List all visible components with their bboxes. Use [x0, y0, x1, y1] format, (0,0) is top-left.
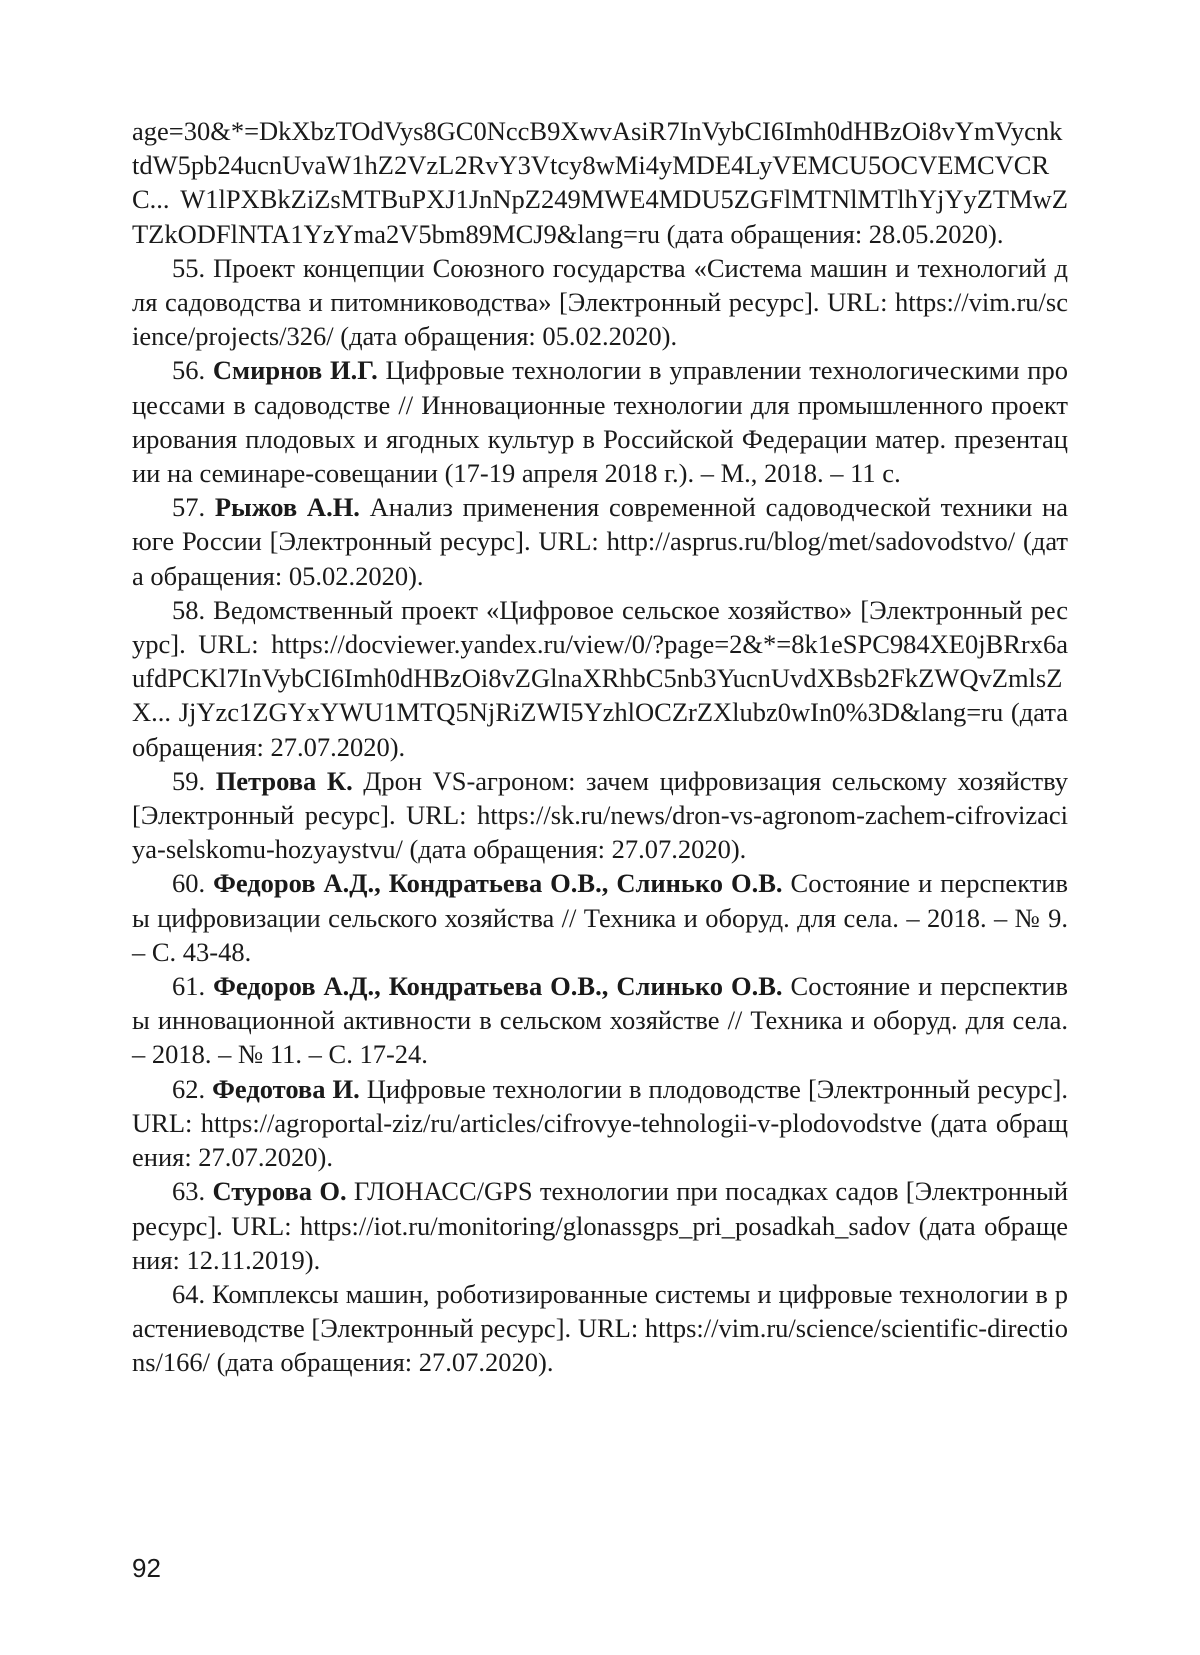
- reference-59: [132, 764, 1068, 867]
- reference-list: [132, 114, 1068, 1380]
- reference-text: Цифровые технологии в управлении технологическими процессами в садоводстве // Инновационные технологии для промышленного проектирования плодовых и ягодных культур в Российской Федерации матер. презентации на семинаре-совещании (17-19 апреля 2018 г.). – М., 2018. – 11 с.: [132, 355, 1068, 489]
- page-number: 92: [132, 1553, 161, 1583]
- reference-64: [132, 1277, 1068, 1380]
- reference-text: Проект концепции Союзного государства «Система машин и технологий для садоводства и питомниководства» [Электронный ресурс]. URL: https://vim.ru/science/projects/326/ (дата обращения: 05.02.2020).: [132, 252, 1069, 352]
- reference-56: [132, 353, 1068, 490]
- reference-author: Федоров А.Д., Кондратьева О.В., Слинько О.В.: [213, 971, 783, 1002]
- reference-number: 61.: [172, 971, 206, 1002]
- reference-author: Федотова И.: [212, 1073, 360, 1104]
- reference-number: 56.: [172, 355, 206, 386]
- reference-text: Анализ применения современной садоводческой техники на юге России [Электронный ресурс]. URL: http://asprus.ru/blog/met/sadovodstvo/ (дата обращения: 05.02.2020).: [132, 492, 1068, 591]
- reference-text: age=30&*=DkXbzTOdVys8GC0NccB9XwvAsiR7InVybCI6Imh0dHBzOi8vYmVycnktdW5pb24ucnUvaW1hZ2VzL2RvY3Vtcy8wMi4yMDE4LyVEMCU5OCVEMCVCRC... W1lPXBkZiZsMTBuPXJ1JnNpZ249MWE4MDU5ZGFlMTNlMTlhYjYyZTMwZTZkODFlNTA1YzYma2V5bm89MCJ9&lang=ru (дата обращения: 28.05.2020).: [132, 116, 1068, 249]
- reference-60: [132, 866, 1068, 969]
- reference-number: 58.: [172, 594, 206, 625]
- reference-57: [132, 490, 1068, 593]
- reference-author: Рыжов А.Н.: [214, 492, 360, 523]
- reference-number: 59.: [172, 765, 206, 796]
- reference-author: Федоров А.Д., Кондратьева О.В., Слинько О.В.: [213, 868, 783, 899]
- reference-number: 63.: [172, 1176, 206, 1207]
- reference-number: 64.: [172, 1278, 206, 1309]
- reference-62: [132, 1072, 1068, 1175]
- reference-55: [132, 251, 1068, 354]
- reference-58: [132, 593, 1068, 764]
- reference-number: 62.: [172, 1073, 206, 1104]
- reference-text: Состояние и перспективы цифровизации сельского хозяйства // Техника и оборуд. для села. – 2018. – № 9. – С. 43-48.: [132, 868, 1068, 967]
- reference-63: [132, 1174, 1068, 1277]
- reference-text: Цифровые технологии в плодоводстве [Электронный ресурс]. URL: https://agroportal-ziz/ru/articles/cifrovye-tehnologii-v-plodovodstve (дата обращения: 27.07.2020).: [132, 1073, 1069, 1173]
- reference-text: Состояние и перспективы инновационной активности в сельском хозяйстве // Техника и оборуд. для села. – 2018. – № 11. – С. 17-24.: [132, 971, 1068, 1070]
- reference-text: Дрон VS-агроном: зачем цифровизация сельскому хозяйству [Электронный ресурс]. URL: https://sk.ru/news/dron-vs-agronom-zachem-cifrovizaciya-selskomu-hozyaystvu/ (дата обращения: 27.07.2020).: [132, 765, 1068, 865]
- reference-author: Смирнов И.Г.: [212, 355, 378, 386]
- reference-author: Стурова О.: [212, 1176, 347, 1207]
- reference-number: 57.: [172, 492, 206, 523]
- reference-text: Ведомственный проект «Цифровое сельское хозяйство» [Электронный ресурс]. URL: https://docviewer.yandex.ru/view/0/?page=2&*=8k1eSPC984XE0jBRrx6aufdPCKl7InVybCI6Imh0dHBzOi8vZGlnaXRhbC5nb3YucnUvdXBsb2FkZWQvZmlsZX... JjYzc1ZGYxYWU1MTQ5NjRiZWI5YzhlOCZrZXlubz0wIn0%3D&lang=ru (дата обращения: 27.07.2020).: [132, 594, 1069, 762]
- reference-number: 55.: [172, 252, 206, 283]
- reference-continuation: [132, 114, 1068, 251]
- reference-61: [132, 969, 1068, 1072]
- reference-text: ГЛОНАСС/GPS технологии при посадках садов [Электронный ресурс]. URL: https://iot.ru/monitoring/glonassgps_pri_posadkah_sadov (дата обращения: 12.11.2019).: [132, 1176, 1069, 1275]
- reference-text: Комплексы машин, роботизированные системы и цифровые технологии в растениеводстве [Электронный ресурс]. URL: https://vim.ru/science/scientific-directions/166/ (дата обращения: 27.07.2020).: [132, 1278, 1068, 1378]
- reference-number: 60.: [172, 868, 206, 899]
- reference-author: Петрова К.: [215, 765, 353, 796]
